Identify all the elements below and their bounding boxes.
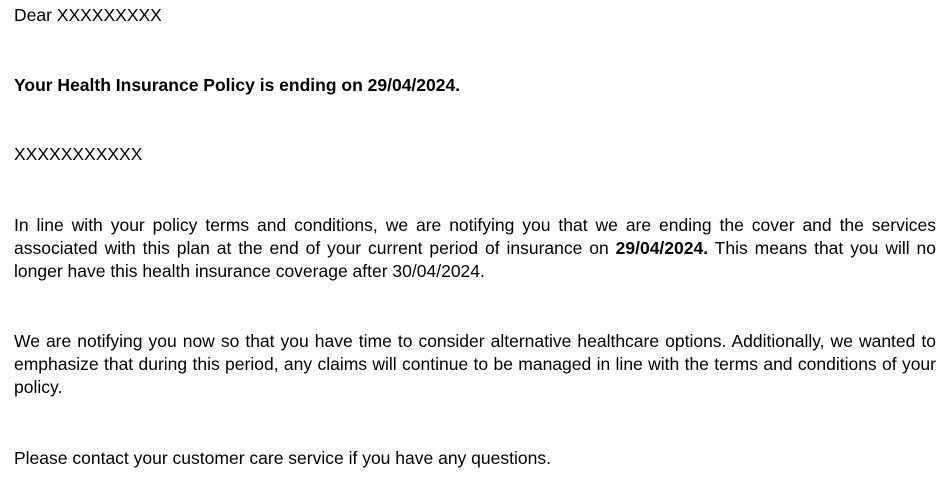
reference-number: XXXXXXXXXXX — [14, 144, 143, 164]
greeting: Dear XXXXXXXXX — [14, 5, 162, 25]
paragraph-contact: Please contact your customer care service if you have any questions. — [14, 448, 551, 468]
end-date: 29/04/2024. — [615, 238, 709, 258]
paragraph-policy-ending-text-2: This means that you will no longer have this health insurance coverage after 30/04/2024. — [14, 238, 936, 281]
subject-line: Your Health Insurance Policy is ending on 29/04/2024. — [14, 75, 461, 95]
paragraph-alternatives: We are notifying you now so that you have time to consider alternative healthcare options. Additionally, we wanted to emphasize that during this period, any claims will continue to be managed in line with the terms and conditions of your policy. — [14, 331, 936, 397]
paragraph-policy-ending — [14, 214, 936, 283]
paragraph-policy-ending-text: In line with your policy terms and conditions, we are notifying you that we are ending the cover and the services associated with this plan at the end of your current period of insurance on — [14, 215, 936, 258]
